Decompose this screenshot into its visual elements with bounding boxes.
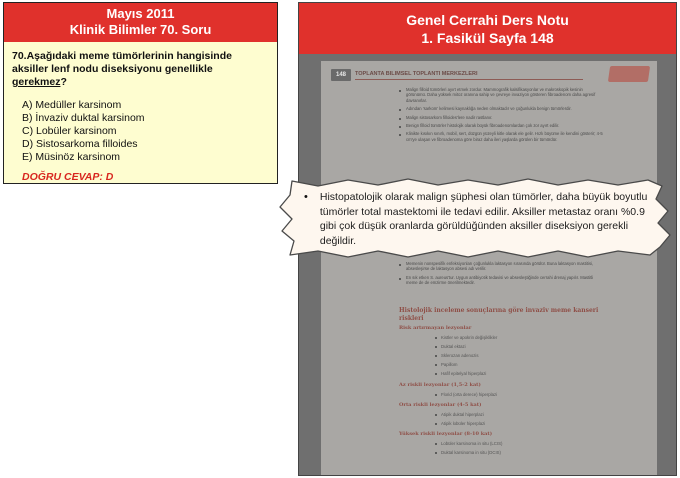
callout-text: Histopatolojik olarak malign şüphesi olan tümörler, daha büyük boyutlu tümörler total mastektomi ile tedavi edilir. Aksiller metastaz oranı %0.9 gibi çok düşük oranlarda görüldüğünden aksiller diseksiyon gerekli değildir. [319, 191, 648, 247]
list-item: Duktal karsinoma in situ (DCIS) [435, 450, 501, 455]
highlight-callout [278, 177, 674, 259]
question-text: 70.Aşağıdaki meme tümörlerinin hangisinde aksiller lenf nodu diseksiyonu genellikle gerekmez? [12, 50, 232, 88]
page-section-title: TOPLANTA BILIMSEL TOPLANTI MERKEZLERI [355, 71, 478, 77]
list-item: Malign sistosarkom filloides'lere nadir rastlanır. [399, 115, 604, 120]
risk-group-title: Risk artırmayan lezyonlar [399, 325, 472, 331]
option-b: B) İnvaziv duktal karsinom [22, 112, 145, 124]
options-list [12, 99, 269, 164]
option-c: C) Lobüler karsinom [22, 125, 117, 137]
list-item: Lobüler karsinoma in situ (LCIS) [435, 441, 502, 446]
notes-page-ref: 1. Fasikül Sayfa 148 [421, 30, 554, 46]
option-a: A) Medüller karsinom [22, 99, 122, 111]
bullet-icon: • [304, 191, 308, 203]
list-item: Klinikte kısıkın sınırlı, mobil, sert, düzgün yüzeyli kitle olarak ele gelir. Hızlı büyüme ile kendini gösterir; 4-5 cm'ye ulaşan ve fibroadenoma göre biraz daha ileri yaşlarda görülen bir tümördür. [399, 131, 604, 142]
exam-date: Mayıs 2011 [106, 6, 175, 21]
risk-group-title: Az riskli lezyonlar (1,5-2 kat) [399, 382, 481, 388]
list-item: Kistler ve apokrin değişiklikler [435, 335, 497, 340]
publisher-tag-icon [608, 66, 650, 82]
notes-title: Genel Cerrahi Ders Notu [406, 12, 569, 28]
list-item: Atipik duktal hiperplazi [435, 412, 484, 417]
book-page-scan [321, 61, 657, 475]
page-rule [355, 79, 583, 80]
question-body [4, 42, 277, 184]
correct-answer: DOĞRU CEVAP: D [22, 171, 114, 183]
callout-content [304, 190, 654, 248]
option-e: E) Müsinöz karsinom [22, 151, 121, 163]
list-item: Adından 'sarkom' kelimesi kaynaklığa neden olmaktadır ve çoğunlukla benign tümörlerdir. [399, 106, 604, 111]
list-item: Hafif epitelyal hiperplazi [435, 371, 486, 376]
list-item: Florid (orta derece) hiperplazi [435, 392, 497, 397]
option-d: D) Sistosarkoma filloides [22, 138, 138, 150]
list-item: Memenin nonspesifik enfeksiyonları çoğunlukla laktasyon sırasında görülür. Buna laktasyon mastitisi, absesleşirse de laktasyon absesi adı verilir. [399, 261, 604, 272]
mastitis-bullets [399, 261, 604, 289]
list-item: Malign filloid tümörleri ayırt etmek zordur. Mammografik kalsifikasyonlar ve makroskopik kesinin görünümü. Daha yüksek mitoz oranına sahip ve çevreye invaziyon gösteren fibroadenom daha agresif davranırlar. [399, 87, 604, 103]
list-item: Benign filloid tümörler histolojik olarak büyük fibroadenomlardan çok zor ayırt edilir. [399, 123, 604, 128]
emphasis-word: gerekmez [12, 76, 61, 88]
list-item: Sklerozan adenozis [435, 353, 479, 358]
page-top-bar [321, 67, 657, 83]
list-item: Papillom [435, 362, 457, 367]
notes-header [299, 3, 676, 54]
page-number: 148 [331, 69, 351, 81]
question-card [3, 2, 278, 184]
list-item: En sık etken S. aureus'tur. Uygun antibiyotik tedavisi ve absesleştiğinde cerrahi drenaj yapılır. Mastitli meme de de emzirme önerilmektedir. [399, 275, 604, 286]
list-item: Atipik lobüler hiperplazi [435, 421, 485, 426]
question-header [4, 3, 277, 42]
risk-group-title: Orta riskli lezyonlar (4-5 kat) [399, 402, 482, 408]
list-item: Duktal ektazi [435, 344, 466, 349]
risk-group-title: Yüksek riskli lezyonlar (8-10 kat) [399, 431, 493, 437]
question-id: Klinik Bilimler 70. Soru [69, 22, 212, 37]
top-bullets [399, 87, 604, 145]
risk-table-title: Histolojik inceleme sonuçlarına göre invaziv meme kanseri riskleri [399, 307, 599, 322]
